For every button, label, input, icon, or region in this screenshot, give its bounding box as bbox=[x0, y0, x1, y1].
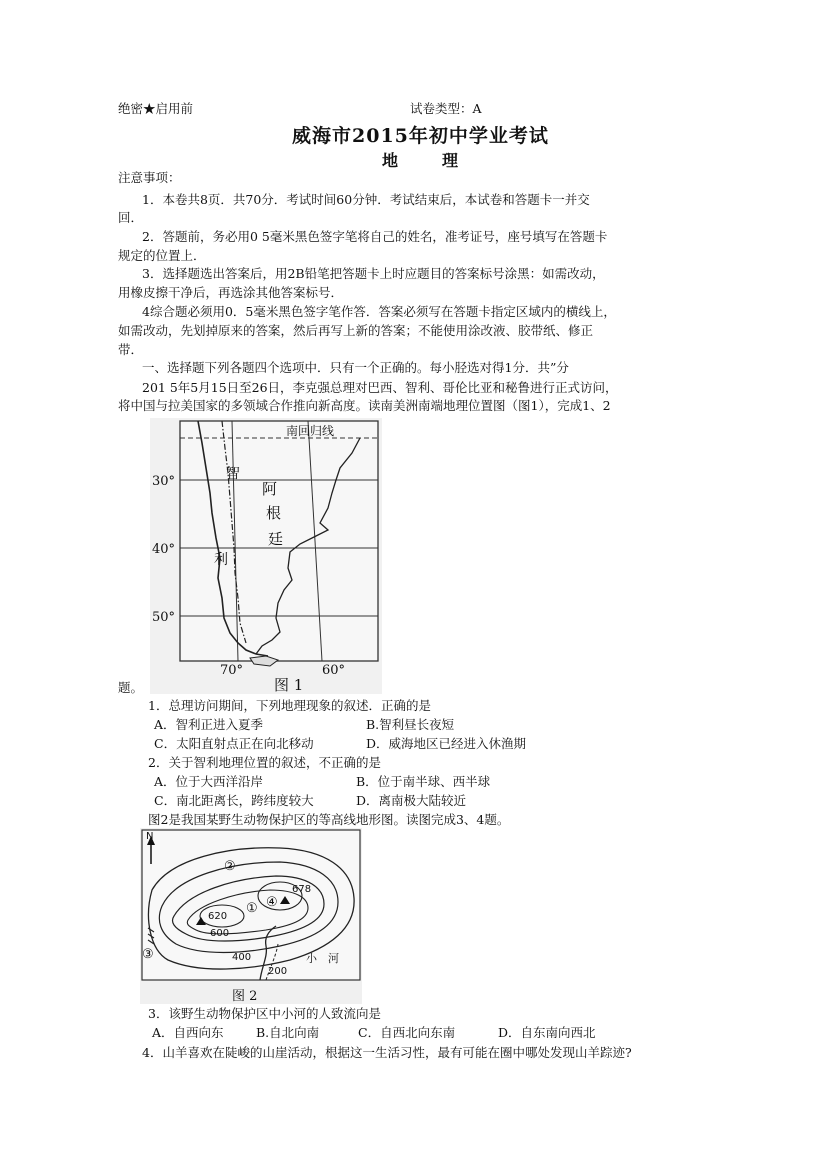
contour-600-label: 600 bbox=[210, 928, 230, 939]
argentina-char2: 根 bbox=[266, 504, 282, 522]
q3-option-d: D．自东南向西北 bbox=[498, 1025, 596, 1040]
chile-char2: 利 bbox=[214, 552, 228, 568]
q3-option-a: A．自西向东 bbox=[152, 1025, 224, 1040]
passage-line1: 201 5年5月15日至26日，李克强总理对巴西、智利、哥伦比亚和秘鲁进行正式访问， bbox=[142, 380, 618, 395]
notice-heading: 注意事项： bbox=[118, 170, 181, 185]
lat-40-label: 40° bbox=[152, 542, 176, 557]
notice-item3-cont: 用橡皮擦干净后，再选涂其他答案标号． bbox=[118, 285, 344, 300]
contour-200-label: 200 bbox=[268, 966, 288, 977]
river-label: 小 河 bbox=[306, 952, 339, 965]
q2-stem: 2．关于智利地理位置的叙述，不正确的是 bbox=[148, 755, 381, 770]
figure2-contour-map bbox=[140, 828, 362, 1004]
notice-item2-cont: 规定的位置上． bbox=[118, 248, 206, 263]
notice-item2: 2．答题前，务必用0 5毫米黑色签字笔将自己的姓名，准考证号，座号填写在答题卡 bbox=[142, 229, 608, 244]
section1-intro: 一、选择题下列各题四个选项中．只有一个正确的。每小胫选对得1分．共”分 bbox=[142, 360, 569, 375]
secret-label: 绝密★启用前 bbox=[118, 101, 194, 116]
q4-stem: 4．山羊喜欢在陡峻的山崖活动，根据这一生活习性，最有可能在圈中哪处发现山羊踪迹? bbox=[142, 1045, 632, 1060]
figure1-map bbox=[150, 418, 382, 694]
lat-50-label: 50° bbox=[152, 610, 176, 625]
argentina-char1: 阿 bbox=[262, 480, 278, 498]
notice-item1-cont: 回． bbox=[118, 210, 144, 225]
subject-title: 地 理 bbox=[382, 151, 473, 170]
marker-3: ③ bbox=[142, 947, 154, 962]
q2-option-b: B．位于南半球、西半球 bbox=[356, 774, 491, 789]
figure2-intro: 图2是我国某野生动物保护区的等高线地形图。读图完成3、4题。 bbox=[148, 812, 510, 827]
peak-678-label: 678 bbox=[292, 884, 312, 895]
marker-1: ① bbox=[246, 901, 258, 916]
passage-line3: 题。 bbox=[118, 680, 144, 695]
q3-stem: 3．该野生动物保护区中小河的人致流向是 bbox=[148, 1006, 381, 1021]
q1-option-c: C．太阳直射点正在向北移动 bbox=[154, 736, 314, 751]
contour-400-label: 400 bbox=[232, 952, 252, 963]
marker-4: ④ bbox=[266, 895, 278, 910]
notice-item4-cont1: 如需改动，先划掉原来的答案，然后再写上新的答案；不能使用涂改液、胶带纸、修正 bbox=[118, 323, 594, 338]
tropic-label: 南回归线 bbox=[285, 424, 335, 438]
q2-option-a: A．位于大西洋沿岸 bbox=[154, 774, 264, 789]
q1-option-d: D．威海地区已经进入休渔期 bbox=[366, 736, 527, 751]
q3-option-b: B.自北向南 bbox=[256, 1025, 320, 1040]
lon-60-label: 60° bbox=[322, 663, 346, 678]
passage-line2: 将中国与拉美国家的多领域合作推向新高度。读南美洲南端地理位置图（图1），完成1、2 bbox=[118, 398, 611, 413]
page-title: 威海市2015年初中学业考试 bbox=[292, 125, 549, 147]
q1-option-a: A．智利正进入夏季 bbox=[154, 717, 264, 732]
q3-option-c: C．自西北向东南 bbox=[358, 1025, 456, 1040]
figure1-caption: 图 1 bbox=[274, 676, 304, 694]
paper-type: 试卷类型：A bbox=[410, 101, 482, 116]
notice-item4-cont2: 带． bbox=[118, 342, 144, 357]
north-label: N bbox=[146, 831, 154, 842]
q2-option-d: D．离南极大陆较近 bbox=[356, 793, 467, 808]
argentina-char3: 廷 bbox=[268, 530, 284, 548]
notice-item3: 3．选择题选出答案后，用2B铅笔把答题卡上时应题目的答案标号涂黑：如需改动， bbox=[142, 266, 605, 281]
lat-30-label: 30° bbox=[152, 474, 176, 489]
q2-option-c: C．南北距离长，跨纬度较大 bbox=[154, 793, 314, 808]
peak-620-label: 620 bbox=[208, 911, 228, 922]
figure2-caption: 图 2 bbox=[232, 989, 258, 1004]
notice-item4: 4综合题必须用0．5毫米黑色签字笔作答．答案必须写在答题卡指定区域内的横线上， bbox=[142, 304, 616, 319]
lon-70-label: 70° bbox=[220, 663, 244, 678]
notice-item1: 1．本卷共8页．共70分．考试时间60分钟．考试结束后，本试卷和答题卡一并交 bbox=[142, 192, 590, 207]
marker-2: ② bbox=[224, 859, 236, 874]
q1-stem: 1．总理访问期间，下列地理现象的叙述．正确的是 bbox=[148, 698, 431, 713]
chile-char1: 智 bbox=[226, 466, 240, 482]
q1-option-b: B.智利昼长夜短 bbox=[366, 717, 455, 732]
